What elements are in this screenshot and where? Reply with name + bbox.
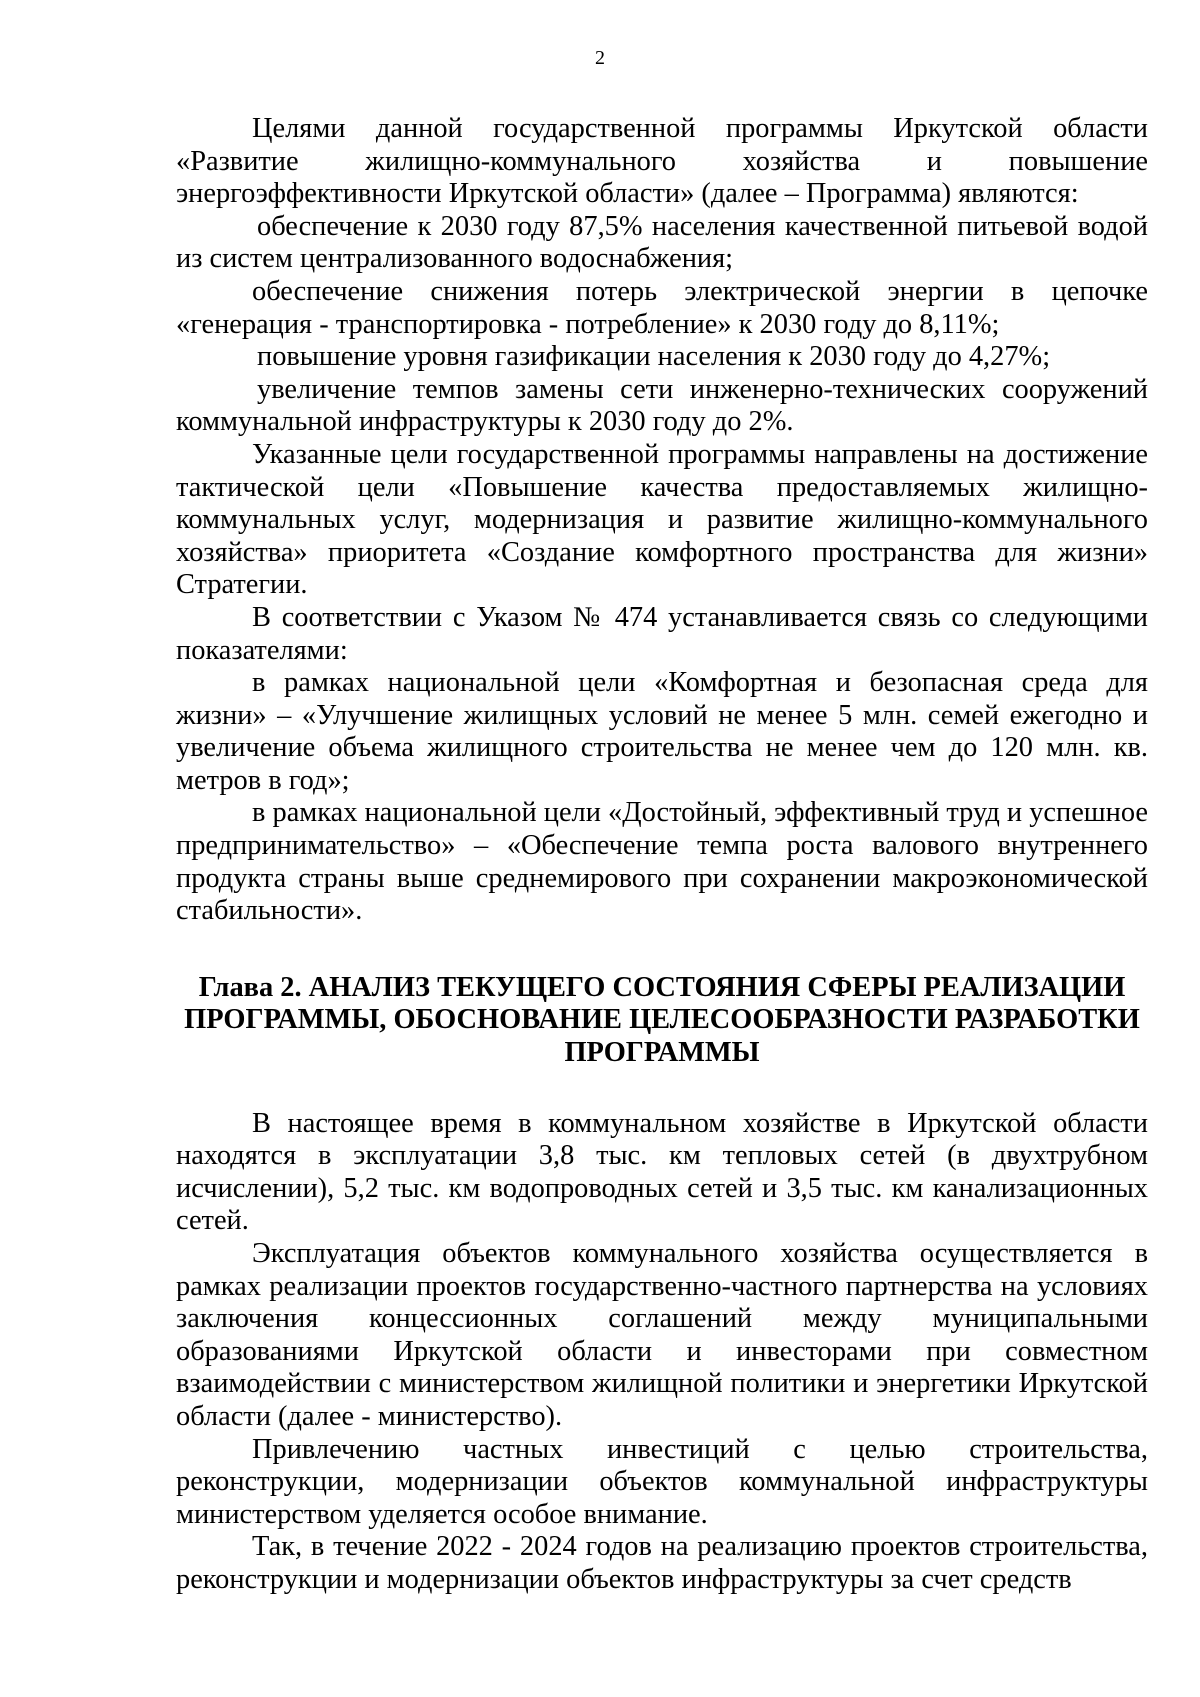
paragraph-concession-agreements: Эксплуатация объектов коммунального хозяйства осуществляется в рамках реализации проектов государственно-частного партнерства на условиях заключения концессионных соглашений между муниципальными образованиями Иркутской области и инвесторами при совместном взаимодействии с министерством жилищной политики и энергетики Иркутской области (далее - министерство). [176, 1238, 1148, 1432]
paragraph-goal-energy-losses: обеспечение снижения потерь электрической энергии в цепочке «генерация - транспортировка - потребление» к 2030 году до 8,11%; [176, 275, 1148, 340]
paragraph-tactical-goal: Указанные цели государственной программы направлены на достижение тактической цели «Повышение качества предоставляемых жилищно-коммунальных услуг, модернизация и развитие жилищно-коммунального хозяйства» приоритета «Создание комфортного пространства для жизни» Стратегии. [176, 438, 1148, 601]
paragraph-goal-gasification: повышение уровня газификации населения к 2030 году до 4,27%; [257, 341, 1051, 373]
paragraph-2022-2024-projects: Так, в течение 2022 - 2024 годов на реализацию проектов строительства, реконструкции и модернизации объектов инфраструктуры за счет средств [176, 1531, 1148, 1595]
chapter-2-title-line-2: ПРОГРАММЫ, ОБОСНОВАНИЕ ЦЕЛЕСООБРАЗНОСТИ РАЗРАБОТКИ [184, 1004, 1140, 1036]
paragraph-national-goal-labor: в рамках национальной цели «Достойный, эффективный труд и успешное предпринимательство» – «Обеспечение темпа роста валового внутреннего продукта страны выше среднемирового при сохранении макроэкономической стабильности». [176, 797, 1148, 927]
chapter-2-title [176, 972, 1148, 1070]
document-body [176, 113, 1148, 1597]
paragraph-networks-in-operation: В настоящее время в коммунальном хозяйстве в Иркутской области находятся в эксплуатации 3,8 тыс. км тепловых сетей (в двухтрубном исчислении), 5,2 тыс. км водопроводных сетей и 3,5 тыс. км канализационных сетей. [176, 1107, 1148, 1237]
paragraph-goal-network-replacement: увеличение темпов замены сети инженерно-технических сооружений коммунальной инфраструктуры к 2030 году до 2%. [176, 373, 1148, 438]
paragraph-national-goal-comfort: в рамках национальной цели «Комфортная и безопасная среда для жизни» – «Улучшение жилищных условий не менее 5 млн. семей ежегодно и увеличение объема жилищного строительства не менее чем до 120 млн. кв. метров в год»; [176, 667, 1148, 796]
chapter-2-title-line-1: Глава 2. АНАЛИЗ ТЕКУЩЕГО СОСТОЯНИЯ СФЕРЫ РЕАЛИЗАЦИИ [198, 971, 1126, 1003]
paragraph-decree-474: В соответствии с Указом № 474 устанавливается связь со следующими показателями: [176, 601, 1148, 666]
chapter-2-title-line-3: ПРОГРАММЫ [564, 1037, 760, 1069]
paragraph-program-goals: Целями данной государственной программы Иркутской области «Развитие жилищно-коммунального хозяйства и повышение энергоэффективности Иркутской области» (далее – Программа) являются: [176, 113, 1148, 210]
page-number: 2 [595, 47, 605, 69]
paragraph-goal-water: обеспечение к 2030 году 87,5% населения качественной питьевой водой из систем централизованного водоснабжения; [176, 210, 1148, 275]
paragraph-private-investments: Привлечению частных инвестиций с целью строительства, реконструкции, модернизации объектов коммунальной инфраструктуры министерством уделяется особое внимание. [176, 1433, 1148, 1530]
